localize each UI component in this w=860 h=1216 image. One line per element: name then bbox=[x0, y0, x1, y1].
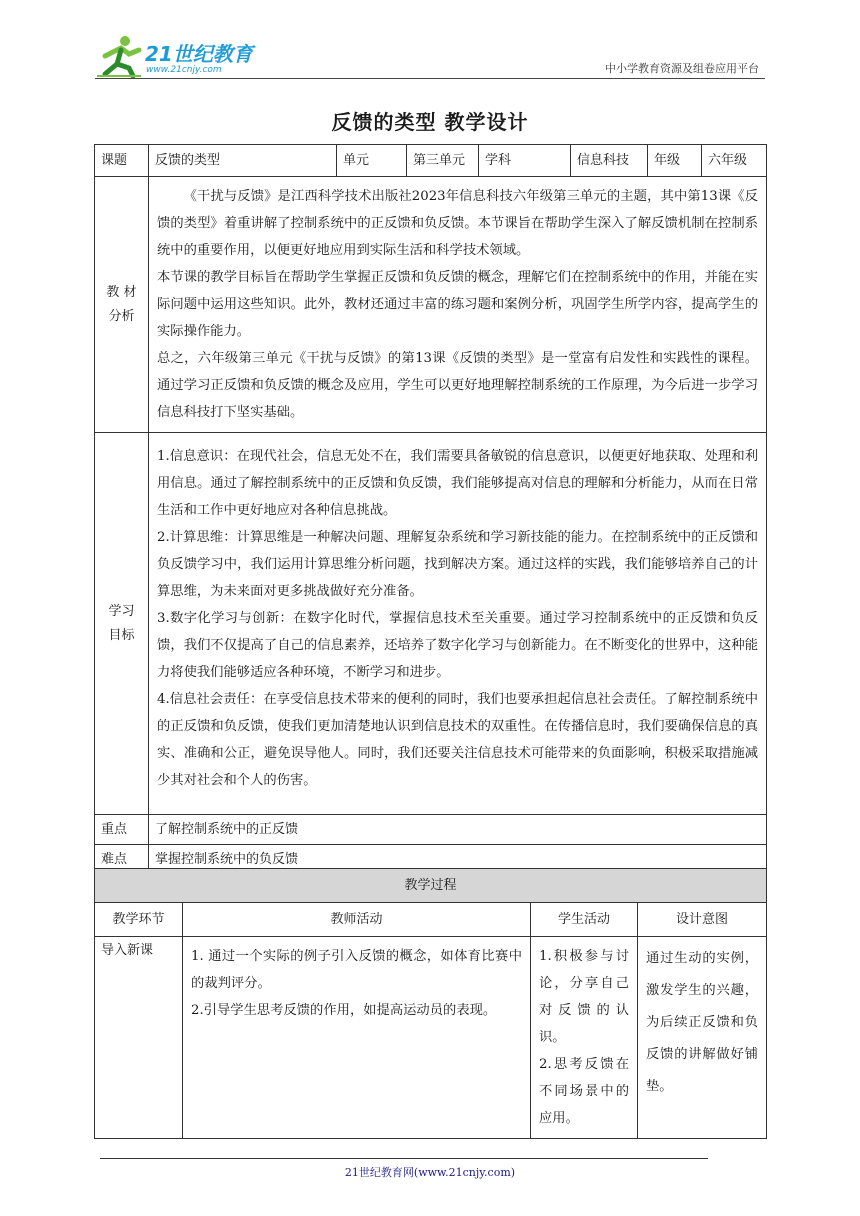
subject-label: 学科 bbox=[479, 145, 571, 177]
process-title-row bbox=[95, 869, 767, 903]
logo-url: www.21cnjy.com bbox=[146, 65, 222, 75]
teacher-activity bbox=[183, 937, 531, 1139]
material-row bbox=[95, 177, 767, 433]
student-activity bbox=[531, 937, 638, 1139]
runner-logo-icon bbox=[95, 34, 145, 78]
unit-value: 第三单元 bbox=[407, 145, 479, 177]
course-label: 课题 bbox=[95, 145, 149, 177]
process-table bbox=[94, 868, 767, 1139]
stage-name: 导入新课 bbox=[95, 937, 183, 1139]
header-intent: 设计意图 bbox=[638, 903, 767, 937]
lesson-info-table bbox=[94, 144, 767, 875]
design-intent: 通过生动的实例，激发学生的兴趣，为后续正反馈和负反馈的讲解做好铺垫。 bbox=[638, 937, 767, 1139]
goals-content bbox=[149, 433, 767, 815]
goal-2: 2.计算思维：计算思维是一种解决问题、理解复杂系统和学习新技能的能力。在控制系统中的正反馈和负反馈学习中，我们运用计算思维分析问题，找到解决方案。通过这样的实践，我们能够培养自己的计算思维，为未来面对更多挑战做好充分准备。 bbox=[157, 530, 758, 599]
material-content bbox=[149, 177, 767, 433]
goal-3: 3.数字化学习与创新：在数字化时代，掌握信息技术至关重要。通过学习控制系统中的正反馈和负反馈，我们不仅提高了自己的信息素养，还培养了数字化学习与创新能力。在不断变化的世界中，这种能力将使我们能够适应各种环境，不断学习和进步。 bbox=[157, 611, 758, 680]
goal-4: 4.信息社会责任：在享受信息技术带来的便利的同时，我们也要承担起信息社会责任。了解控制系统中的正反馈和负反馈，使我们更加清楚地认识到信息技术的双重性。在传播信息时，我们要确保信息的真实、准确和公正，避免误导他人。同时，我们还要关注信息技术可能带来的负面影响，积极采取措施减少其对社会和个人的伤害。 bbox=[157, 692, 758, 788]
footer-divider bbox=[100, 1158, 708, 1159]
material-paragraph-1: 《干扰与反馈》是江西科学技术出版社2023年信息科技六年级第三单元的主题，其中第13课《反馈的类型》着重讲解了控制系统中的正反馈和负反馈。本节课旨在帮助学生深入了解反馈机制在控制系统中的重要作用，以便更好地应用到实际生活和科学技术领域。 bbox=[157, 189, 758, 258]
platform-name: 中小学教育资源及组卷应用平台 bbox=[605, 62, 759, 75]
student-activity-2: 2.思考反馈在不同场景中的应用。 bbox=[539, 1057, 629, 1126]
footer-text: 21世纪教育网(www.21cnjy.com) bbox=[344, 1166, 516, 1179]
key-point-row bbox=[95, 815, 767, 845]
grade-label: 年级 bbox=[648, 145, 702, 177]
key-point-label: 重点 bbox=[95, 815, 149, 845]
info-row bbox=[95, 145, 767, 177]
process-title: 教学过程 bbox=[95, 869, 767, 903]
process-header-row bbox=[95, 903, 767, 937]
grade-value: 六年级 bbox=[702, 145, 767, 177]
teacher-activity-1: 1. 通过一个实际的例子引入反馈的概念，如体育比赛中的裁判评分。 bbox=[191, 949, 522, 991]
material-label: 教 材 分析 bbox=[95, 177, 149, 433]
process-row bbox=[95, 937, 767, 1139]
material-paragraph-3: 总之，六年级第三单元《干扰与反馈》的第13课《反馈的类型》是一堂富有启发性和实践性的课程。通过学习正反馈和负反馈的概念及应用，学生可以更好地理解控制系统的工作原理，为今后进一步学习信息科技打下坚实基础。 bbox=[157, 351, 758, 420]
difficulty-label: 难点 bbox=[95, 845, 149, 875]
course-value: 反馈的类型 bbox=[149, 145, 337, 177]
header-student: 学生活动 bbox=[531, 903, 638, 937]
subject-value: 信息科技 bbox=[571, 145, 648, 177]
goal-1: 1.信息意识：在现代社会，信息无处不在，我们需要具备敏锐的信息意识，以便更好地获取、处理和利用信息。通过了解控制系统中的正反馈和负反馈，我们能够提高对信息的理解和分析能力，从而在日常生活和工作中更好地应对各种信息挑战。 bbox=[157, 449, 758, 518]
header-divider bbox=[95, 78, 765, 79]
header-teacher: 教师活动 bbox=[183, 903, 531, 937]
page-title: 反馈的类型 教学设计 bbox=[331, 110, 529, 134]
page-header bbox=[95, 30, 765, 80]
logo-text: 21世纪教育 bbox=[145, 42, 253, 66]
difficulty-value: 掌握控制系统中的负反馈 bbox=[149, 845, 767, 875]
site-logo bbox=[95, 34, 265, 78]
material-paragraph-2: 本节课的教学目标旨在帮助学生掌握正反馈和负反馈的概念，理解它们在控制系统中的作用，并能在实际问题中运用这些知识。此外，教材还通过丰富的练习题和案例分析，巩固学生所学内容，提高学生的实际操作能力。 bbox=[157, 270, 758, 339]
unit-label: 单元 bbox=[337, 145, 407, 177]
teacher-activity-2: 2.引导学生思考反馈的作用，如提高运动员的表现。 bbox=[191, 1003, 497, 1018]
header-stage: 教学环节 bbox=[95, 903, 183, 937]
goals-label: 学习 目标 bbox=[95, 433, 149, 815]
goals-row bbox=[95, 433, 767, 815]
key-point-value: 了解控制系统中的正反馈 bbox=[149, 815, 767, 845]
student-activity-1: 1.积极参与讨论，分享自己对反馈的认识。 bbox=[539, 949, 629, 1045]
